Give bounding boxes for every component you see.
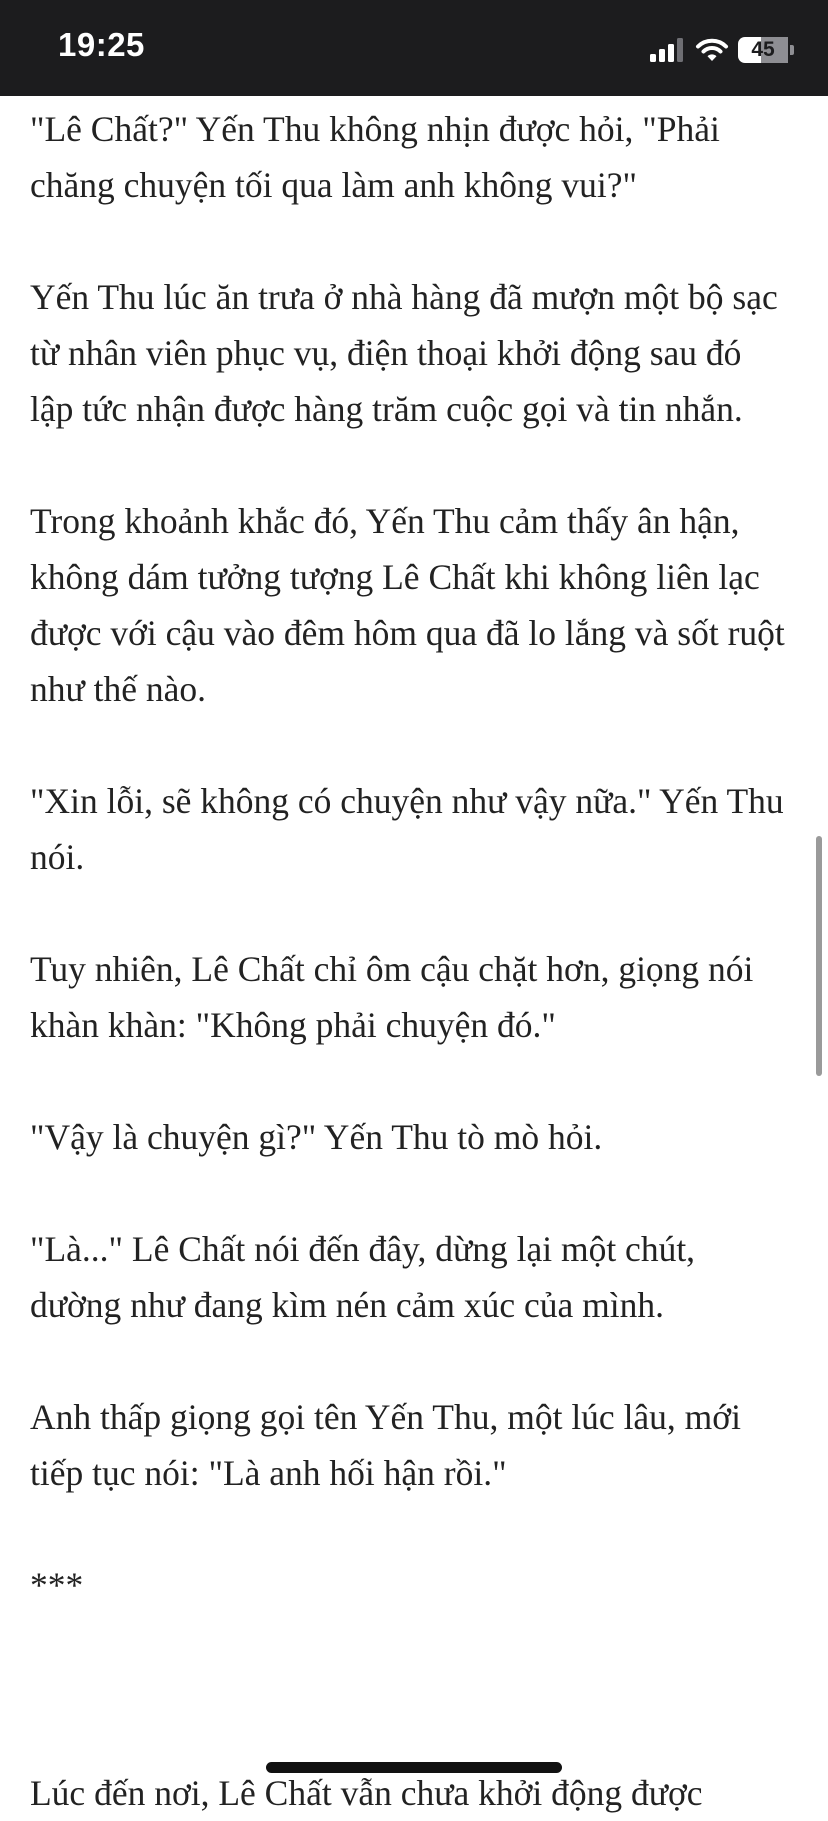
scrollbar-thumb[interactable] <box>816 836 822 1076</box>
paragraph: "Xin lỗi, sẽ không có chuyện như vậy nữa." Yến Thu nói. <box>30 781 784 877</box>
cellular-signal-icon <box>650 38 686 62</box>
battery-tip <box>790 45 794 55</box>
paragraph: Trong khoảnh khắc đó, Yến Thu cảm thấy ân hận, không dám tưởng tượng Lê Chất khi không liên lạc được với cậu vào đêm hôm qua đã lo lắng và sốt ruột như thế nào. <box>30 501 785 709</box>
paragraph: "Là..." Lê Chất nói đến đây, dừng lại một chút, dường như đang kìm nén cảm xúc của mình. <box>30 1229 696 1325</box>
battery-icon <box>738 37 788 63</box>
section-break: *** <box>30 1565 84 1605</box>
status-indicators <box>650 34 794 66</box>
paragraph: "Lê Chất?" Yến Thu không nhịn được hỏi, "Phải chăng chuyện tối qua làm anh không vui?" <box>30 109 720 205</box>
paragraph: Tuy nhiên, Lê Chất chỉ ôm cậu chặt hơn, giọng nói khàn khàn: "Không phải chuyện đó." <box>30 949 754 1045</box>
status-time: 19:25 <box>58 26 145 63</box>
paragraph: "Vậy là chuyện gì?" Yến Thu tò mò hỏi. <box>30 1117 603 1157</box>
wifi-icon <box>696 38 728 62</box>
battery-level: 45 <box>751 38 775 61</box>
cut-off-paragraph: Lúc đến nơi, Lê Chất vẫn chưa khởi động được <box>30 1773 703 1813</box>
status-bar <box>0 0 828 96</box>
paragraph: Yến Thu lúc ăn trưa ở nhà hàng đã mượn một bộ sạc từ nhân viên phục vụ, điện thoại khởi động sau đó lập tức nhận được hàng trăm cuộc gọi và tin nhắn. <box>30 277 778 429</box>
home-indicator[interactable] <box>266 1762 562 1773</box>
reader-content[interactable] <box>30 101 790 1669</box>
paragraph: Anh thấp giọng gọi tên Yến Thu, một lúc lâu, mới tiếp tục nói: "Là anh hối hận rồi." <box>30 1397 741 1493</box>
